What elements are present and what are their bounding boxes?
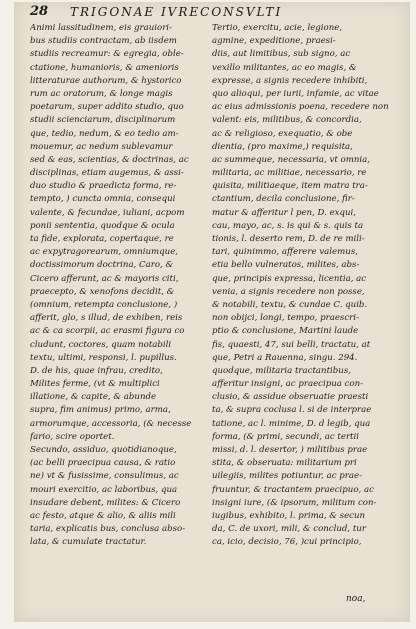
text-line: (ac belli praecipua causa, & ratio <box>30 458 176 469</box>
text-line: sed & eas, scientias, & doctrinas, ac <box>30 154 189 165</box>
text-line: fis, quaesti, 47, sui belli, tractatu, at <box>212 339 371 350</box>
text-line: D. de his, quae infrau, credito, <box>30 365 163 376</box>
text-line: cludunt, coctores, quam notabili <box>30 339 172 350</box>
text-line: cau, mayo, ac, s. is qui & s. quis ta <box>212 220 364 231</box>
catchword: noa, <box>346 594 366 604</box>
text-line: ta, & supra coclusa l. si de interprae <box>212 405 372 416</box>
text-line: afferitur insigni, ac praecipua con- <box>212 379 364 390</box>
text-line: ne) vt & fusissime, consulimus, ac <box>30 471 179 482</box>
text-line: tionis, l. deserto rem, D. de re mili- <box>212 234 365 244</box>
text-line: matur & afferitur l pen, D. exqui, <box>212 207 357 218</box>
text-line: (omnium, retempta conclusione, ) <box>30 299 178 310</box>
text-line: non obijci, longi, tempo, praescri- <box>212 313 359 324</box>
text-line: Tertio, exercitu, acie, legione, <box>212 23 343 33</box>
text-line: ac & religioso, exequatio, & obe <box>212 128 353 139</box>
text-line: insudare debent, milites: & Cicero <box>30 497 181 508</box>
text-line: clusio, & assidue obseruatie praesti <box>212 392 369 403</box>
text-line: quo alioqui, per iurii, infamie, ac vitae <box>212 88 379 99</box>
text-line: quisita, militiaeque, item matra tra- <box>212 181 368 192</box>
text-line: missi, d. l. desertor, ) militibus prae <box>212 445 368 455</box>
text-line: militaria, ac militiae, necessario, re <box>212 168 367 179</box>
text-line: insigni iure, (& ipsorum, militum con- <box>212 497 377 508</box>
text-line: mouemur, ac nedum sublevamur <box>30 141 173 152</box>
text-line: expresse, a signis recedere inhibiti, <box>212 75 368 86</box>
text-line: tatione, ac l. minime, D. d legib, qua <box>212 418 371 429</box>
text-line: bus studiis contractam, ab iisdem <box>30 36 177 47</box>
folio-number: 28 <box>30 4 49 19</box>
text-line: diis, aut limitibus, sub signo, ac <box>212 49 351 60</box>
text-line: Milites ferme, (vt & multiplici <box>30 379 160 390</box>
left-text-column <box>30 22 207 550</box>
text-line: forma, (& primi, secundi, ac tertii <box>212 431 360 442</box>
text-line: agmine, expeditione, praesi- <box>212 36 336 47</box>
text-line: quodque, militaria tractantibus, <box>212 365 351 376</box>
text-line: ac eius admissionis poena, recedere non <box>212 102 389 113</box>
text-line: tari, quinimmo, afferere valemus, <box>212 247 358 258</box>
text-line: litteraturae authorum, & hystorico <box>30 75 182 86</box>
text-line: Secundo, assiduo, quotidianoque, <box>30 445 177 455</box>
text-line: praecepto, & xenofons decidit, & <box>30 286 175 297</box>
text-line: disciplinas, etiam augemus, & assi- <box>30 168 184 179</box>
text-line: tempto, ) cuncta omnia, consequi <box>30 194 176 205</box>
text-line: mouri exercitio, ac laboribus, qua <box>30 484 178 495</box>
running-head: TRIGONAE IVRECONSVLTI <box>70 5 283 19</box>
text-line: que, Petri a Rauenna, singu. 294. <box>212 352 358 363</box>
text-line: ca, icio, decisio, 76, )cui principio, <box>212 537 362 548</box>
text-line: studii scienciarum, disciplinarum <box>30 115 176 126</box>
text-line: iugibus, exhibito, l. prima, & secun <box>212 510 366 521</box>
text-line: rum ac oratorum, & longe magis <box>30 88 173 99</box>
text-line: que, principis expressa, licentia, ac <box>212 273 367 284</box>
text-line: studiis recreamur: & egregia, oble- <box>30 49 184 60</box>
text-line: & notabili, textu, & cundae C. quib. <box>212 299 368 310</box>
text-line: etia bello vulneratos, milites, abs- <box>212 260 360 271</box>
text-line: ctatione, humanioris, & amenioris <box>30 62 179 73</box>
text-line: ctantium, decila conclusione, fir- <box>212 194 355 205</box>
text-line: ac festo, atque & alio, & aliis mili <box>30 510 176 521</box>
text-line: lata, & cumulate tractatur. <box>30 537 147 548</box>
text-line: vexillo militantes, ac eo magis, & <box>212 62 357 73</box>
text-line: supra, fim animus) primo, arma, <box>30 405 171 416</box>
right-text-column <box>212 22 390 550</box>
text-line: que, tedio, nedum, & eo tedio am- <box>30 128 179 139</box>
text-line: valente, & fecundae, iuliani, acpom <box>30 207 185 218</box>
text-line: duo studio & praedicta forma, re- <box>30 181 177 192</box>
text-line: venia, a signis recedere non posse, <box>212 286 365 297</box>
text-line: armorumque, accessoria, (& necesse <box>30 418 192 429</box>
text-line: taria, explicatis bus, conclusa abso- <box>30 524 186 535</box>
text-line: ac & ca scorpii, ac erasmi figura co <box>30 326 185 337</box>
text-line: Cicero afferunt, ac & mayoris citi, <box>30 273 179 284</box>
text-line: dientia, (pro maxime,) requisita, <box>212 141 353 152</box>
text-line: Animi lassitudinem, eis grauiori- <box>30 23 172 33</box>
text-line: uilegiis, milites potiuntur, ac prae- <box>212 471 363 482</box>
text-line: fruuntur, & tractantem praecipuo, ac <box>212 484 374 495</box>
text-line: textu, ultimi, responsi, l. pupillus. <box>30 352 177 363</box>
text-line: ptio & conclusione, Martini laude <box>212 326 359 337</box>
page-header <box>30 4 394 20</box>
text-line: ac summeque, necessaria, vt omnia, <box>212 154 370 165</box>
text-line: illatione, & capite, & abunde <box>30 392 157 403</box>
text-line: valent: eis, militibus, & concordia, <box>212 115 362 126</box>
text-line: afferit, glo, s illud, de exhiben, reis <box>30 313 183 324</box>
text-line: poetarum, super addito studio, quo <box>30 102 184 113</box>
text-line: fario, scire oportet. <box>30 431 115 442</box>
text-line: doctissimorum doctrina, Caro, & <box>30 260 174 271</box>
text-line: da, C. de uxori, mili, & conclud, tur <box>212 524 366 535</box>
text-line: ponii sententia, quodque & ocula <box>30 220 175 231</box>
text-line: stita, & obseruata: militarium pri <box>212 458 357 469</box>
text-line: ac expytragorearum, omniumque, <box>30 247 179 258</box>
text-line: ta fide, explorata, copertaque, re <box>30 234 174 244</box>
